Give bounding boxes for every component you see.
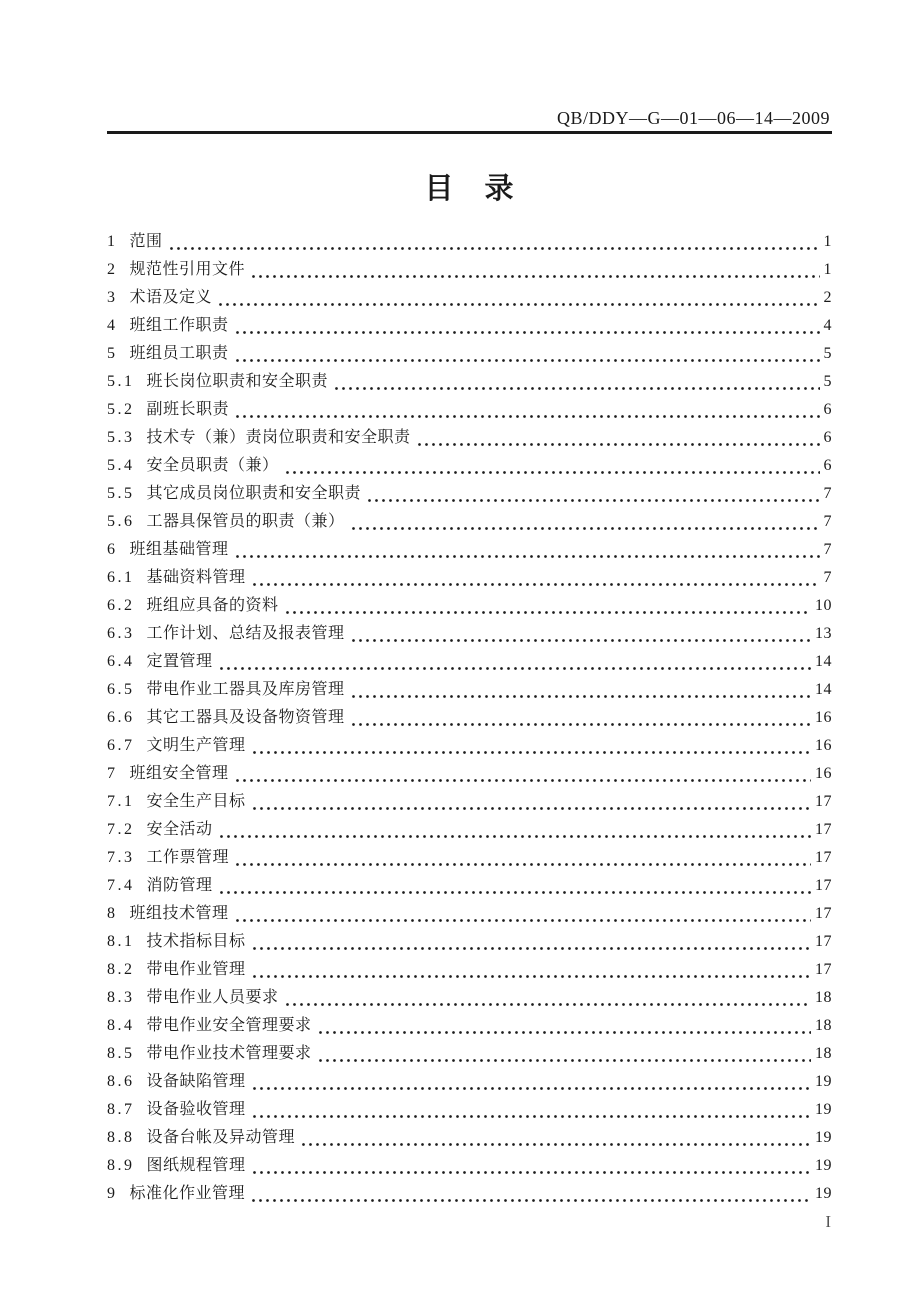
- toc-entry-page: 7: [823, 569, 832, 586]
- toc-dot-leader: [253, 1114, 811, 1119]
- toc-entry-title: 班组技术管理: [129, 905, 229, 922]
- toc-entry-page: 17: [815, 905, 832, 922]
- toc-entry-page: 19: [815, 1129, 832, 1146]
- toc-entry: [107, 368, 832, 396]
- toc-entry-title: 班组基础管理: [129, 541, 229, 558]
- toc-entry-page: 19: [815, 1101, 832, 1118]
- toc-entry-number: 7.4: [107, 877, 135, 894]
- toc-entry-title: 带电作业人员要求: [146, 989, 279, 1006]
- toc-dot-leader: [368, 498, 819, 503]
- toc-entry-number: 5.2: [107, 401, 135, 418]
- toc-list: [107, 228, 832, 1208]
- toc-entry-title: 副班长职责: [146, 401, 230, 418]
- toc-entry: [107, 1040, 832, 1068]
- toc-dot-leader: [236, 414, 819, 419]
- toc-entry-page: 5: [823, 345, 832, 362]
- toc-dot-leader: [319, 1030, 811, 1035]
- toc-entry-title: 标准化作业管理: [129, 1185, 246, 1202]
- toc-entry-page: 7: [823, 485, 832, 502]
- toc-entry-page: 17: [815, 821, 832, 838]
- toc-dot-leader: [335, 386, 819, 391]
- toc-entry-title: 技术指标目标: [146, 933, 246, 950]
- toc-dot-leader: [352, 722, 811, 727]
- toc-dot-leader: [236, 862, 811, 867]
- toc-entry-number: 7.1: [107, 793, 135, 810]
- toc-entry-title: 范围: [129, 233, 163, 250]
- header-rule: [107, 131, 832, 134]
- toc-entry-page: 16: [815, 737, 832, 754]
- toc-entry-title: 带电作业工器具及库房管理: [146, 681, 345, 698]
- toc-entry-page: 13: [815, 625, 832, 642]
- toc-entry-number: 5.4: [107, 457, 135, 474]
- toc-entry-page: 18: [815, 989, 832, 1006]
- toc-entry: [107, 1096, 832, 1124]
- toc-dot-leader: [352, 526, 820, 531]
- toc-entry: [107, 844, 832, 872]
- toc-entry-title: 设备缺陷管理: [146, 1073, 246, 1090]
- toc-entry-title: 安全生产目标: [146, 793, 246, 810]
- toc-entry-title: 工器具保管员的职责（兼）: [146, 513, 345, 530]
- toc-dot-leader: [252, 1198, 811, 1203]
- toc-dot-leader: [220, 666, 811, 671]
- toc-entry-page: 17: [815, 849, 832, 866]
- toc-dot-leader: [302, 1142, 811, 1147]
- toc-entry: [107, 1124, 832, 1152]
- toc-entry-page: 1: [823, 233, 832, 250]
- toc-entry-title: 规范性引用文件: [129, 261, 246, 278]
- toc-entry-title: 其它工器具及设备物资管理: [146, 709, 345, 726]
- toc-entry-page: 5: [823, 373, 832, 390]
- toc-entry: [107, 928, 832, 956]
- toc-dot-leader: [286, 610, 811, 615]
- toc-entry-page: 18: [815, 1017, 832, 1034]
- toc-entry-number: 8.5: [107, 1045, 135, 1062]
- toc-entry-page: 7: [823, 513, 832, 530]
- toc-entry-number: 8.6: [107, 1073, 135, 1090]
- toc-dot-leader: [219, 302, 819, 307]
- toc-entry: [107, 620, 832, 648]
- toc-entry: [107, 256, 832, 284]
- toc-entry-number: 8.2: [107, 961, 135, 978]
- toc-entry-number: 8.8: [107, 1129, 135, 1146]
- toc-entry-title: 带电作业安全管理要求: [146, 1017, 312, 1034]
- toc-dot-leader: [253, 946, 811, 951]
- toc-entry: [107, 480, 832, 508]
- toc-entry-page: 10: [815, 597, 832, 614]
- toc-dot-leader: [236, 778, 811, 783]
- toc-dot-leader: [220, 890, 811, 895]
- toc-entry-page: 19: [815, 1185, 832, 1202]
- toc-entry-title: 班组应具备的资料: [146, 597, 279, 614]
- toc-entry-number: 8.3: [107, 989, 135, 1006]
- toc-entry: [107, 1012, 832, 1040]
- toc-entry-title: 班长岗位职责和安全职责: [146, 373, 329, 390]
- toc-entry-title: 工作票管理: [146, 849, 230, 866]
- toc-entry: [107, 760, 832, 788]
- toc-entry-title: 文明生产管理: [146, 737, 246, 754]
- toc-entry-page: 2: [823, 289, 832, 306]
- toc-dot-leader: [253, 1170, 811, 1175]
- toc-entry-number: 3: [107, 289, 118, 306]
- toc-entry-number: 6.6: [107, 709, 135, 726]
- toc-entry: [107, 788, 832, 816]
- toc-entry-number: 6.5: [107, 681, 135, 698]
- toc-entry: [107, 396, 832, 424]
- toc-dot-leader: [286, 1002, 811, 1007]
- toc-entry-number: 7: [107, 765, 118, 782]
- toc-entry-page: 18: [815, 1045, 832, 1062]
- toc-entry-title: 带电作业管理: [146, 961, 246, 978]
- toc-entry: [107, 872, 832, 900]
- toc-entry-page: 16: [815, 765, 832, 782]
- toc-entry-number: 6: [107, 541, 118, 558]
- toc-entry-number: 5.3: [107, 429, 135, 446]
- footer-page-number: I: [825, 1212, 831, 1231]
- toc-entry: [107, 592, 832, 620]
- toc-entry-number: 6.1: [107, 569, 135, 586]
- toc-entry-number: 8.4: [107, 1017, 135, 1034]
- toc-entry-page: 17: [815, 793, 832, 810]
- toc-entry-page: 14: [815, 653, 832, 670]
- toc-dot-leader: [236, 554, 820, 559]
- toc-dot-leader: [236, 358, 820, 363]
- toc-entry-number: 5.5: [107, 485, 135, 502]
- toc-entry-title: 其它成员岗位职责和安全职责: [146, 485, 362, 502]
- toc-entry-page: 14: [815, 681, 832, 698]
- toc-entry-number: 6.2: [107, 597, 135, 614]
- toc-dot-leader: [170, 246, 820, 251]
- toc-entry-title: 设备验收管理: [146, 1101, 246, 1118]
- toc-entry-title: 技术专（兼）责岗位职责和安全职责: [146, 429, 411, 446]
- toc-entry: [107, 816, 832, 844]
- toc-entry-page: 19: [815, 1157, 832, 1174]
- toc-entry: [107, 424, 832, 452]
- toc-entry: [107, 900, 832, 928]
- toc-dot-leader: [252, 274, 819, 279]
- toc-entry-title: 基础资料管理: [146, 569, 246, 586]
- toc-entry-page: 6: [823, 429, 832, 446]
- toc-entry-title: 定置管理: [146, 653, 213, 670]
- toc-dot-leader: [253, 582, 820, 587]
- toc-entry-number: 4: [107, 317, 118, 334]
- toc-entry-number: 6.3: [107, 625, 135, 642]
- toc-entry: [107, 564, 832, 592]
- toc-entry-number: 5.6: [107, 513, 135, 530]
- toc-entry-title: 设备台帐及异动管理: [146, 1129, 296, 1146]
- toc-entry-number: 2: [107, 261, 118, 278]
- toc-entry: [107, 508, 832, 536]
- toc-entry: [107, 536, 832, 564]
- toc-dot-leader: [253, 806, 811, 811]
- toc-entry-title: 图纸规程管理: [146, 1157, 246, 1174]
- toc-entry: [107, 956, 832, 984]
- toc-entry: [107, 228, 832, 256]
- toc-dot-leader: [236, 918, 811, 923]
- toc-entry-title: 班组员工职责: [129, 345, 229, 362]
- toc-entry-number: 1: [107, 233, 118, 250]
- toc-dot-leader: [220, 834, 811, 839]
- document-code: QB/DDY—G—01—06—14—2009: [556, 108, 830, 128]
- toc-dot-leader: [253, 1086, 811, 1091]
- toc-entry-page: 16: [815, 709, 832, 726]
- toc-entry-page: 19: [815, 1073, 832, 1090]
- toc-entry: [107, 452, 832, 480]
- toc-entry-number: 6.7: [107, 737, 135, 754]
- toc-entry-page: 17: [815, 961, 832, 978]
- toc-entry-title: 术语及定义: [129, 289, 213, 306]
- toc-dot-leader: [236, 330, 820, 335]
- page-title: 目 录: [424, 173, 515, 205]
- toc-dot-leader: [253, 750, 811, 755]
- toc-entry-number: 6.4: [107, 653, 135, 670]
- toc-entry-page: 7: [823, 541, 832, 558]
- toc-entry-page: 17: [815, 933, 832, 950]
- toc-entry-title: 工作计划、总结及报表管理: [146, 625, 345, 642]
- toc-entry: [107, 284, 832, 312]
- toc-entry-title: 安全活动: [146, 821, 213, 838]
- toc-entry-number: 8: [107, 905, 118, 922]
- toc-dot-leader: [286, 470, 820, 475]
- toc-entry-title: 安全员职责（兼）: [146, 457, 279, 474]
- toc-dot-leader: [319, 1058, 811, 1063]
- toc-entry-page: 6: [823, 401, 832, 418]
- toc-entry: [107, 312, 832, 340]
- toc-entry: [107, 676, 832, 704]
- toc-entry-number: 7.3: [107, 849, 135, 866]
- toc-entry-page: 6: [823, 457, 832, 474]
- toc-entry: [107, 1068, 832, 1096]
- toc-entry-number: 8.9: [107, 1157, 135, 1174]
- toc-entry-number: 5.1: [107, 373, 135, 390]
- toc-entry: [107, 704, 832, 732]
- toc-entry-page: 17: [815, 877, 832, 894]
- toc-entry-number: 8.1: [107, 933, 135, 950]
- toc-entry-title: 班组安全管理: [129, 765, 229, 782]
- toc-entry: [107, 340, 832, 368]
- toc-entry-number: 9: [107, 1185, 118, 1202]
- toc-dot-leader: [352, 638, 811, 643]
- toc-entry-page: 4: [823, 317, 832, 334]
- toc-entry-number: 5: [107, 345, 118, 362]
- toc-entry: [107, 1152, 832, 1180]
- toc-entry: [107, 1180, 832, 1208]
- toc-entry-title: 带电作业技术管理要求: [146, 1045, 312, 1062]
- toc-dot-leader: [352, 694, 811, 699]
- toc-dot-leader: [253, 974, 811, 979]
- toc-entry-title: 消防管理: [146, 877, 213, 894]
- toc-entry-number: 8.7: [107, 1101, 135, 1118]
- toc-entry: [107, 984, 832, 1012]
- toc-entry-number: 7.2: [107, 821, 135, 838]
- toc-dot-leader: [418, 442, 820, 447]
- toc-entry: [107, 732, 832, 760]
- toc-entry-page: 1: [823, 261, 832, 278]
- toc-entry-title: 班组工作职责: [129, 317, 229, 334]
- toc-entry: [107, 648, 832, 676]
